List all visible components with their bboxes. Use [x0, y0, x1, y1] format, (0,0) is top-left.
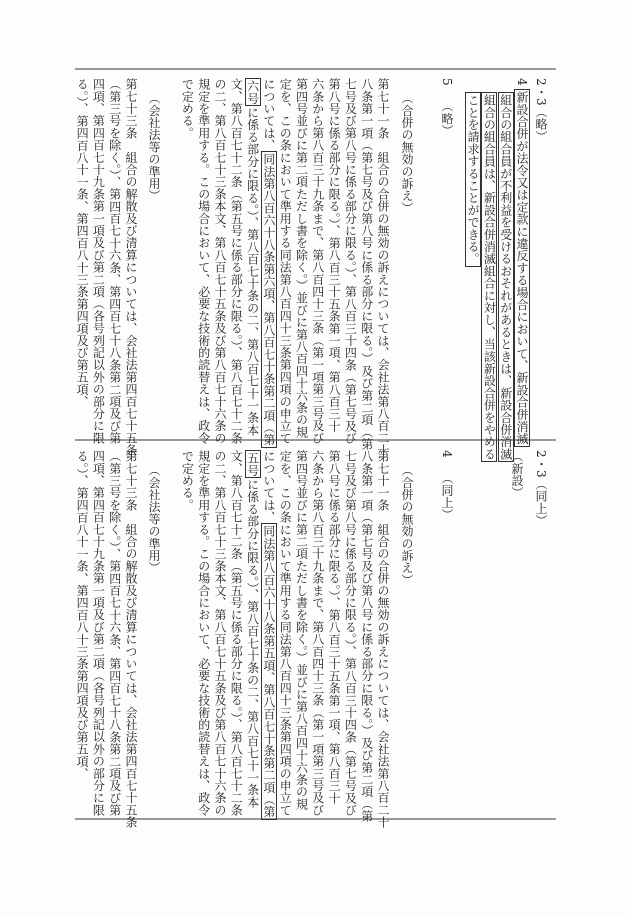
line-text: 第七十一条 組合の合併の無効の訴えについては、会社法第八百二十 — [376, 450, 390, 829]
article-71-line — [375, 450, 391, 828]
article-71-line — [342, 78, 358, 444]
new-item-4-line — [481, 92, 497, 462]
line-text: については、 — [261, 78, 276, 152]
article-71-heading — [399, 464, 415, 586]
article-73-line — [74, 450, 90, 780]
article-71-line — [310, 450, 326, 816]
line-text: る。）、第四百八十一条、第四百八十三条第四項及び第五項、 — [75, 450, 90, 780]
old-items-2-3 — [533, 450, 549, 527]
amended-text: 五号 — [245, 452, 260, 477]
article-73-heading — [146, 92, 162, 202]
heading-text: （会社法等の準用） — [147, 464, 161, 574]
article-71-line — [359, 78, 375, 450]
new-items-2-3 — [533, 78, 549, 142]
line-text: 規定を準用する。この場合において、必要な技術的読替えは、政令 — [196, 78, 211, 444]
item-number: 2・3 — [534, 450, 548, 478]
amended-text: 組合の組合員は、新設合併消滅組合に対し、当該新設合併をやめる — [482, 94, 497, 460]
line-text: （第三号を除く。）、第四百七十六条、第四百七十八条第二項及び第 — [107, 450, 122, 817]
line-text: 七号及び第八号に係る部分に限る。）、第八百三十四条（第七号及び — [343, 78, 358, 445]
line-text: る。）、第四百八十一条、第四百八十三条第四項及び第五項、 — [75, 78, 90, 408]
line-text: 第八号に係る部分に限る。）、第八百三十五条第一項、第八百三十 — [327, 78, 342, 432]
old-new-provision-mark — [509, 450, 525, 499]
table-top-rule — [75, 68, 556, 70]
article-71-line — [212, 78, 228, 444]
line-text: 八条第一項（第七号及び第八号に係る部分に限る。）及び第二項（第 — [359, 450, 374, 823]
article-71-line — [228, 450, 244, 816]
item-number: 4 — [515, 78, 529, 86]
amended-text: 組合の組合員が不利益を受けるおそれがあるときは、新設合併消滅 — [498, 94, 513, 460]
new-item-4-line — [498, 92, 514, 462]
line-text: 八条第一項（第七号及び第八号に係る部分に限る。）及び第二項（第 — [359, 78, 374, 451]
article-73-line — [90, 78, 106, 444]
line-text: 四項、第四百七十九条第一項及び第二項（各号列記以外の部分に限 — [91, 78, 106, 444]
item-text: （略） — [440, 99, 454, 137]
article-73-line — [74, 78, 90, 408]
article-71-line — [342, 450, 358, 816]
article-71-line — [294, 78, 310, 438]
heading-text: （会社法等の準用） — [147, 92, 161, 202]
item-text: （同上） — [534, 477, 548, 527]
item-number: 5 — [440, 78, 454, 86]
amended-text: ことを請求することができる。 — [466, 94, 481, 265]
article-71-line — [196, 78, 212, 444]
new-item-4-line — [465, 92, 481, 267]
line-text: の二、第八百七十三条本文、第八百七十五条及び第八百七十六条の — [213, 78, 227, 444]
line-text: 六条から第八百三十九条まで、第八百四十三条（第一項第三号及び — [310, 78, 325, 444]
line-text: 第八号に係る部分に限る。）、第八百三十五条第一項、第八百三十 — [327, 450, 342, 804]
article-71-line — [261, 450, 277, 820]
line-text: 第七十一条 組合の合併の無効の訴えについては、会社法第八百二十 — [376, 78, 390, 457]
article-71-line — [310, 78, 326, 444]
line-text: 定を、この条において準用する同法第八百四十三条第四項の申立て — [278, 450, 293, 816]
article-71-line — [245, 450, 261, 808]
line-text: に係る部分に限る。）、第八百七十条の二、第八百七十一条本 — [245, 478, 260, 809]
article-71-line — [326, 450, 342, 804]
article-71-line — [228, 78, 244, 444]
line-text: （第三号を除く。）、第四百七十六条、第四百七十八条第二項及び第 — [107, 78, 122, 445]
new-provision-text: （新設） — [510, 450, 524, 499]
line-text: 定を、この条において準用する同法第八百四十三条第四項の申立て — [278, 78, 293, 444]
article-73-heading — [146, 464, 162, 574]
article-71-line — [277, 450, 293, 816]
line-text: で定める。 — [180, 78, 195, 139]
article-73-line — [123, 78, 139, 456]
article-71-line — [277, 78, 293, 444]
article-73-line — [123, 450, 139, 828]
item-number: 4 — [440, 450, 454, 458]
line-text: 第七十三条 組合の解散及び清算については、会社法第四百七十五条 — [124, 78, 138, 457]
heading-text: （合併の無効の訴え） — [400, 92, 414, 214]
line-text: については、 — [261, 450, 276, 524]
amended-text: 新設合併が法令又は定款に違反する場合において、新設合併消滅 — [515, 90, 529, 445]
table-bottom-rule — [75, 818, 556, 820]
item-number: 2・3 — [534, 78, 548, 106]
article-71-line — [359, 450, 375, 822]
old-item-4 — [439, 450, 455, 521]
line-text: 七号及び第八号に係る部分に限る。）、第八百三十四条（第七号及び — [343, 450, 358, 817]
article-71-line — [245, 78, 261, 436]
line-text: 六条から第八百三十九条まで、第八百四十三条（第一項第三号及び — [310, 450, 325, 816]
line-text: の二、第八百七十三条本文、第八百七十五条及び第八百七十六条の — [213, 450, 227, 816]
line-text: 規定を準用する。この場合において、必要な技術的読替えは、政令 — [196, 450, 211, 816]
article-71-line — [212, 450, 228, 816]
article-71-heading — [399, 92, 415, 214]
line-text: 文、第八百七十二条（第五号に係る部分に限る。）、第八百七十二条 — [229, 450, 244, 817]
heading-text: （合併の無効の訴え） — [400, 464, 414, 586]
line-text: に係る部分に限る。）、第八百七十条の二、第八百七十一条本 — [245, 106, 260, 437]
article-71-line — [375, 78, 391, 456]
item-text: （同上） — [440, 471, 454, 521]
line-text: 第七十三条 組合の解散及び清算については、会社法第四百七十五条 — [124, 450, 138, 829]
article-71-line — [179, 78, 195, 139]
new-item-5 — [439, 78, 455, 136]
line-text: 第四号並びに第二項ただし書を除く。）並びに第八百四十六条の規 — [294, 78, 309, 438]
line-text: で定める。 — [180, 450, 195, 511]
line-text: 文、第八百七十二条（第五号に係る部分に限る。）、第八百七十二条 — [229, 78, 244, 445]
line-text: 第四号並びに第二項ただし書を除く。）並びに第八百四十六条の規 — [294, 450, 309, 810]
amended-text: 六号 — [245, 80, 260, 105]
article-71-line — [196, 450, 212, 816]
amended-text: 同法第八百六十八条第五項、第八百七十条第二項（第 — [261, 525, 276, 819]
amended-text: 同法第八百六十八条第六項、第八百七十条第二項（第 — [261, 153, 276, 447]
article-71-line — [326, 78, 342, 432]
line-text: 四項、第四百七十九条第一項及び第二項（各号列記以外の部分に限 — [91, 450, 106, 816]
article-73-line — [107, 78, 123, 444]
article-71-line — [294, 450, 310, 810]
article-73-line — [107, 450, 123, 816]
article-71-line — [179, 450, 195, 511]
new-item-4-line — [514, 78, 530, 447]
article-73-line — [90, 450, 106, 816]
article-71-line — [261, 78, 277, 448]
item-text: （略） — [534, 105, 548, 143]
